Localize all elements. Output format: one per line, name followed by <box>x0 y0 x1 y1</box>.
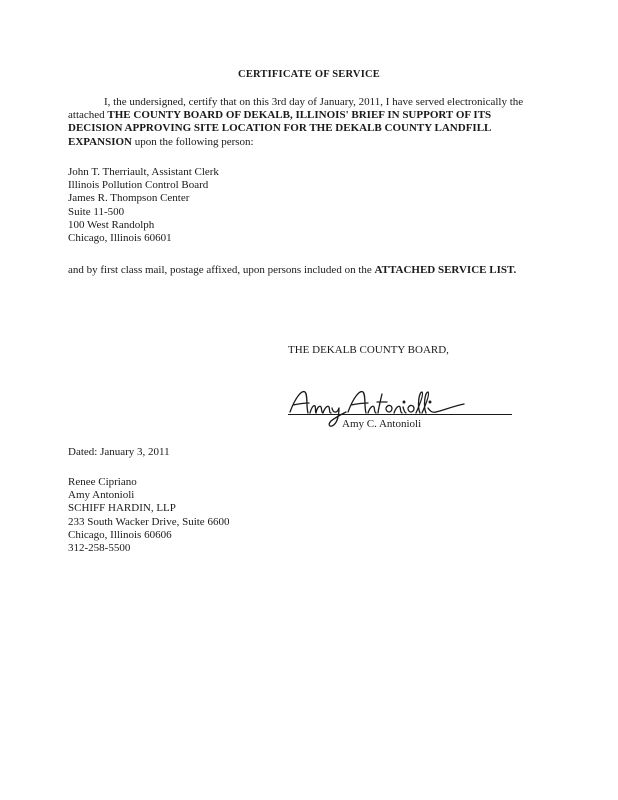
county-board-name: THE DEKALB COUNTY BOARD, <box>288 344 449 356</box>
intro-lead-text: I, the undersigned, certify that on this 3rd day of January, 2011, I have served electronically the attached <box>68 96 524 122</box>
mail-paragraph <box>68 264 546 277</box>
counsel-line: 312-258-5500 <box>68 542 131 555</box>
counsel-line: Amy Antonioli <box>68 489 135 502</box>
date-line: Dated: January 3, 2011 <box>68 446 170 458</box>
addressee-line: John T. Therriault, Assistant Clerk <box>68 166 219 178</box>
counsel-line: 233 South Wacker Drive, Suite 6600 <box>68 515 230 528</box>
document-title: CERTIFICATE OF SERVICE <box>238 69 380 80</box>
addressee-line: Suite 11-500 <box>68 205 125 218</box>
service-list-reference: ATTACHED SERVICE LIST. <box>374 264 517 276</box>
intro-tail-text: upon the following person: <box>131 135 254 148</box>
addressee-line: Illinois Pollution Control Board <box>68 179 209 192</box>
mail-lead-text: and by first class mail, postage affixed, upon persons included on the <box>68 264 375 276</box>
signature-line <box>288 414 512 415</box>
counsel-block <box>68 476 229 555</box>
signer-printed-name: Amy C. Antonioli <box>342 418 422 430</box>
counsel-line: Chicago, Illinois 60606 <box>68 528 172 541</box>
counsel-line: SCHIFF HARDIN, LLP <box>68 502 176 515</box>
addressee-line: Chicago, Illinois 60601 <box>68 232 172 245</box>
intro-document-name: THE COUNTY BOARD OF DEKALB, ILLINOIS' BRIEF IN SUPPORT OF ITS DECISION APPROVING SITE LOCATION FOR THE DEKALB COUNTY LANDFILL EXPANSION <box>68 109 492 148</box>
addressee-block <box>68 166 368 245</box>
intro-paragraph <box>68 96 546 149</box>
addressee-line: 100 West Randolph <box>68 218 155 231</box>
counsel-line: Renee Cipriano <box>68 476 137 488</box>
addressee-line: James R. Thompson Center <box>68 192 190 205</box>
